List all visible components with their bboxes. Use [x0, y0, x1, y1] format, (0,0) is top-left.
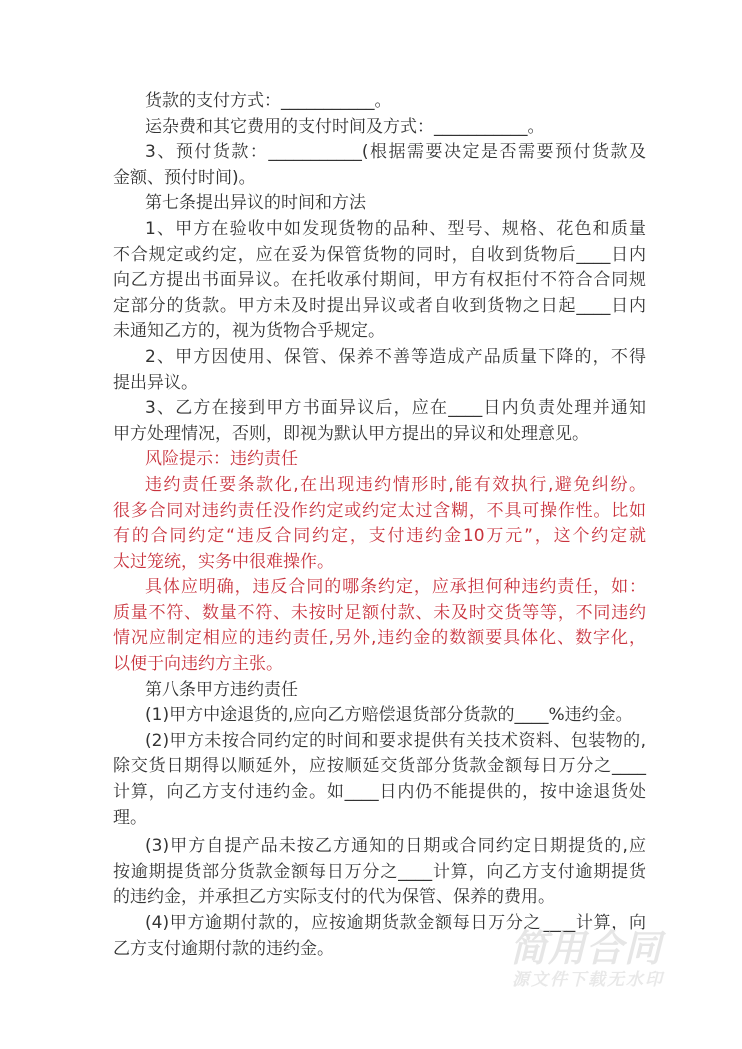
text-line: 运杂费和其它费用的支付时间及方式：___________。: [145, 116, 545, 137]
misc-fee-payment: [113, 115, 646, 141]
text-line: 第七条提出异议的时间和方法: [145, 193, 366, 214]
text-line: 甲方处理情况，否则，即视为默认甲方提出的异议和处理意见。: [113, 423, 589, 444]
watermark-tagline: 源文件下载无水印: [512, 970, 664, 990]
text-line: 太过笼统，实务中很难操作。: [113, 551, 334, 572]
text-line: 提出异议。: [113, 372, 198, 393]
text-line: 按逾期提货部分货款金额每日万分之____计算，向乙方支付逾期提货: [113, 861, 646, 882]
text-line: 3、乙方在接到甲方书面异议后，应在____日内负责处理并通知: [145, 398, 646, 419]
watermark-brand: 简用合同: [510, 927, 662, 970]
text-line: 风险提示：违约责任: [145, 449, 298, 470]
text-line: 向乙方提出书面异议。在托收承付期间，甲方有权拒付不符合合同规: [113, 270, 646, 291]
text-line: 具体应明确，违反合同的哪条约定，应承担何种违约责任，如：: [145, 577, 646, 598]
text-line: (3)甲方自提产品未按乙方通知的日期或合同约定日期提货的,应: [145, 836, 646, 857]
text-line: 不合规定或约定，应在妥为保管货物的同时，自收到货物后____日内: [113, 244, 646, 265]
text-line: 除交货日期得以顺延外，应按顺延交货部分货款金额每日万分之____: [113, 756, 646, 777]
text-line: (1)甲方中途退货的,应向乙方赔偿退货部分货款的____%违约金。: [145, 705, 633, 726]
text-line: 以便于向违约方主张。: [113, 654, 283, 675]
text-line: 很多合同对违约责任没作约定或约定太过含糊，不具可操作性。比如: [113, 500, 646, 521]
contract-body: [113, 89, 646, 447]
text-line: 定部分的货款。甲方未及时提出异议或者自收到货物之日起____日内: [113, 295, 646, 316]
text-line: 的违约金，并承担乙方实际支付的代为保管、保养的费用。: [113, 887, 555, 908]
text-line: 3、预付货款：___________(根据需要决定是否需要预付货款及: [145, 142, 646, 163]
prepayment: [113, 140, 646, 191]
risk-tip-title: [113, 447, 646, 473]
text-line: 1、甲方在验收中如发现货物的品种、型号、规格、花色和质量: [145, 218, 646, 239]
article-8-title: [113, 678, 646, 704]
risk-tip-section: [113, 447, 646, 677]
text-line: 理。: [113, 807, 147, 828]
text-line: 未通知乙方的，视为货物合乎规定。: [113, 321, 385, 342]
text-line: 违约责任要条款化,在出现违约情形时,能有效执行,避免纠纷。: [145, 474, 646, 495]
text-line: 货款的支付方式：___________。: [145, 91, 392, 111]
article-7-clause-2: [113, 345, 646, 396]
article-7-title: [113, 191, 646, 217]
text-line: 第八条甲方违约责任: [145, 679, 298, 700]
text-line: 金额、预付时间)。: [113, 167, 256, 188]
text-line: (2)甲方未按合同约定的时间和要求提供有关技术资料、包装物的,: [145, 730, 646, 751]
article-7-clause-3: [113, 396, 646, 447]
document-page: [113, 89, 646, 962]
text-line: 质量不符、数量不符、未按时足额付款、未及时交货等等，不同违约: [113, 602, 646, 623]
text-line: 情况应制定相应的违约责任,另外,违约金的数额要具体化、数字化，: [113, 628, 646, 649]
text-line: 乙方支付逾期付款的违约金。: [113, 938, 334, 959]
text-line: 计算，向乙方支付违约金。如____日内仍不能提供的，按中途退货处: [113, 782, 646, 803]
text-line: 2、甲方因使用、保管、保养不善等造成产品质量下降的，不得: [145, 346, 646, 367]
article-8-clause-1: [113, 703, 646, 729]
text-line: 有的合同约定“违反合同约定，支付违约金10万元”，这个约定就: [113, 526, 646, 547]
risk-tip-body-2: [113, 575, 646, 677]
risk-tip-body-1: [113, 473, 646, 575]
article-8-clause-2: [113, 729, 646, 831]
payment-method: [113, 89, 646, 115]
text-line: (4)甲方逾期付款的，应按逾期货款金额每日万分之____计算，向: [145, 913, 646, 933]
article-7-clause-1: [113, 217, 646, 345]
article-8-clause-3: [113, 834, 646, 911]
